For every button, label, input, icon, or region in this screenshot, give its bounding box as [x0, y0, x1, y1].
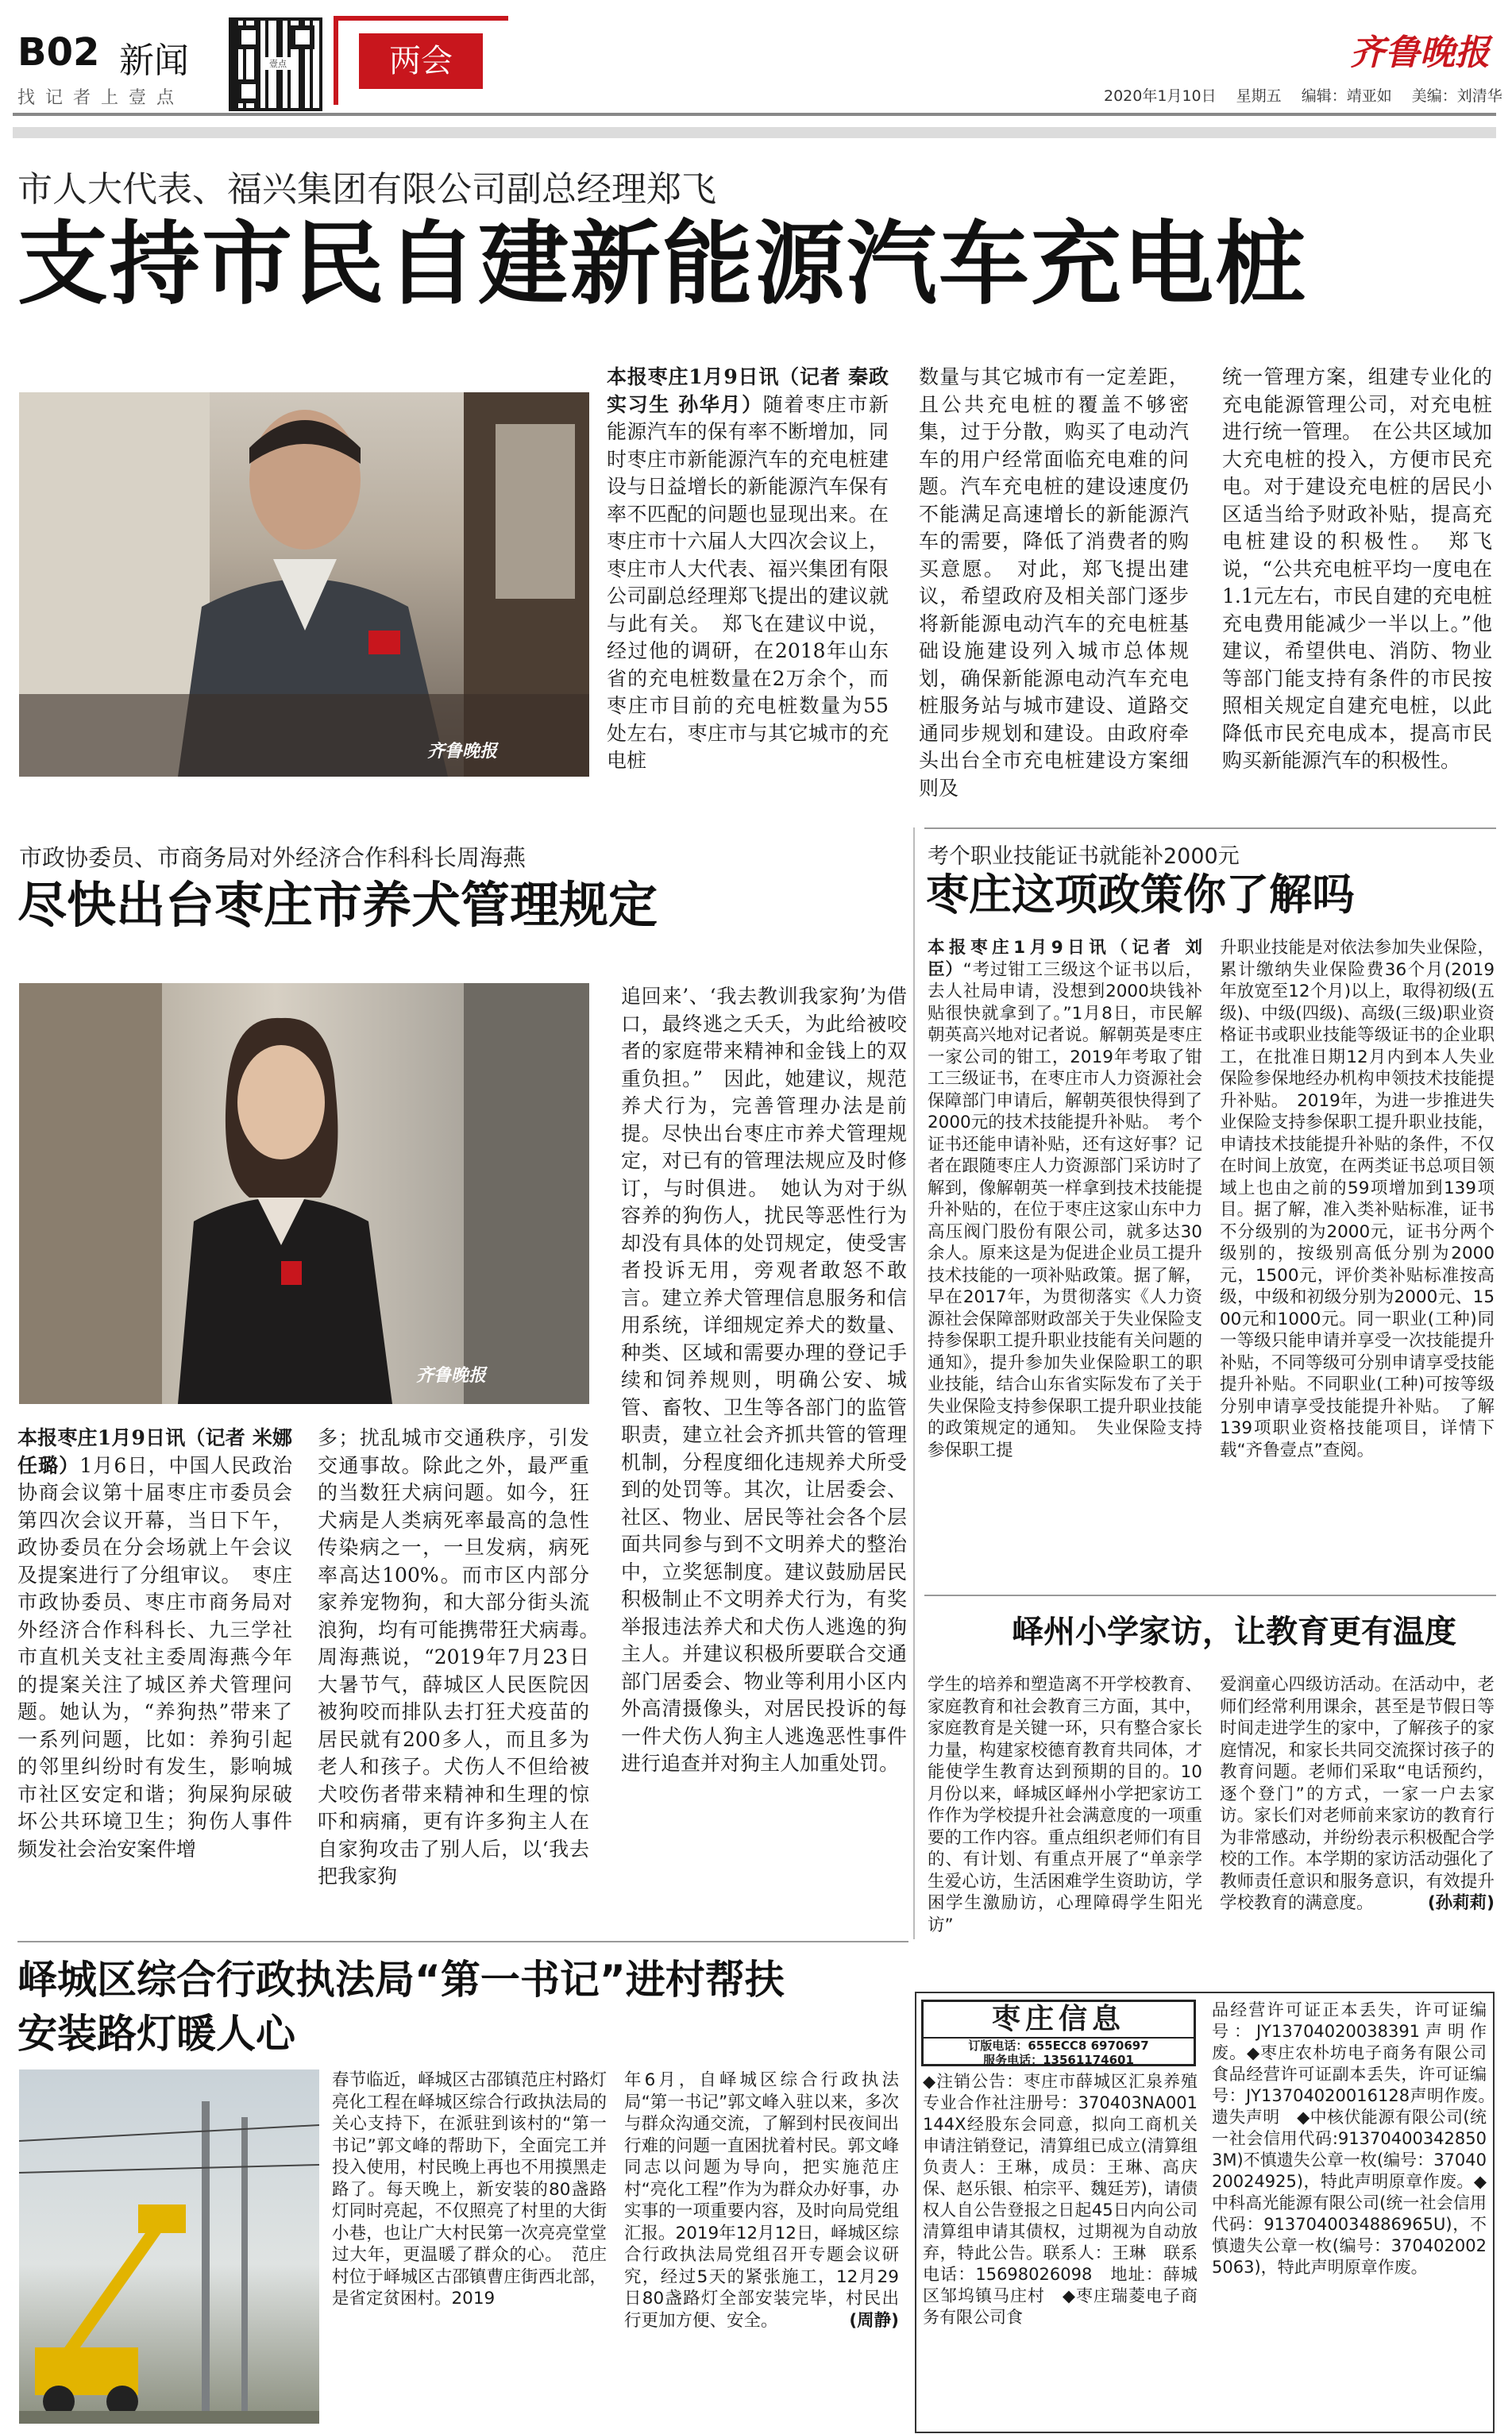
article-body-col1: 春节临近，峄城区古邵镇范庄村路灯亮化工程在峄城区综合行政执法局的关心支持下，在派驻到该村的“第一书记”郭文峰的帮助下，全面完工并投入使用，村民晚上再也不用摸黑走路了。每天晚上，新安装的80盏路灯同时亮起，不仅照亮了村里的大街小巷，也让广大村民第一次亮亮堂堂过大年，更温暖了群众的心。 范庄村位于峄城区古邵镇曹庄街西北部，是省定贫困村。2019 — [332, 2070, 607, 2309]
photo-watermark: 齐鲁晚报 — [426, 742, 497, 762]
body-text: 随着枣庄市新能源汽车的保有率不断增加，同时枣庄市新能源汽车的充电桩建设与日益增长的新能源汽车保有率不匹配的问题也显现出来。在枣庄市十六届人大四次会议上，枣庄市人大代表、福兴集团有限公司副总经理郑飞提出的建议就与此有关。 郑飞在建议中说，经过他的调研，在2018年山东省的充电桩数量在2万余个，而枣庄市目前的充电桩数量为55处左右，枣庄市与其它城市的充电桩 — [607, 392, 889, 772]
masthead-rule — [13, 113, 1496, 116]
article-body-col2: 升职业技能是对依法参加失业保险，累计缴纳失业保险费36个月(2019年放宽至12个月)以上，取得初级(五级)、中级(四级)、高级(三级)职业资格证书或职业技能等级证书的企业职工，在批准日期12月内到本人失业保险参保地经办机构申领技术技能提升补贴。 2019年，为进一步推进失业保险支持参保职工提升职业技能，申请技术技能提升补贴的条件，不仅在时间上放宽，在两类证书总项目领域上也由之前的59项增加到139项目。据了解，准入类补贴标准，证书不分级别的为2000元，证书分两个级别的，按级别高低分别为2000元，1500元，评价类补贴标准按高级，中级和初级分别为2000元、1500元和1000元。同一职业(工种)同一等级只能申请并享受一次技能提升补贴，不同等级可分别申请享受技能提升补贴。不同职业(工种)可按等级分别申请享受技能提升补贴。 了解139项职业资格技能项目，详情下载“齐鲁壹点”查阅。 — [1220, 938, 1495, 1460]
article-body-col2 — [1220, 1674, 1495, 1984]
ads-title: 枣庄信息 — [924, 2002, 1194, 2039]
article-byline: (孙莉莉) — [1427, 1893, 1495, 1913]
body-text: 年6月，自峄城区综合行政执法局“第一书记”郭文峰入驻以来，多次与群众沟通交流，了解到村民夜间出行难的问题一直困扰着村民。郭文峰同志以问题为导向，把实施范庄村“亮化工程”作为为群众办好事，办实事的一项重要内容，及时向局党组汇报。2019年12月12日，峄城区综合行政执法局党组召开专题会议研究，经过5天的紧张施工，12月29日80盏路灯全部安装完毕，村民出行更加方便、安全。 — [624, 2070, 899, 2331]
article-body-col2: 多；扰乱城市交通秩序，引发交通事故。除此之外，最严重的当数狂犬病问题。如今，狂犬病是人类病死率最高的急性传染病之一，一旦发病，病死率高达100%。而市区内部分家养宠物狗，和大部分街头流浪狗，均有可能携带狂犬病毒。 周海燕说，“2019年7月23日大暑节气，薛城区人民医院因被狗咬而排队去打狂犬疫苗的居民就有200多人，而且多为老人和孩子。犬伤人不但给被犬咬伤者带来精神和生理的惊吓和病痛，更有许多狗主人在自家狗攻击了别人后，以‘我去把我家狗 — [318, 1426, 610, 1888]
article-headline: 尽快出台枣庄市养犬管理规定 — [17, 876, 658, 934]
article-divider — [17, 1941, 908, 1942]
article-lead: 本报枣庄1月9日讯（记者 米娜 任璐） — [17, 1426, 292, 1477]
section-name: 新闻 — [119, 41, 189, 81]
issue-info — [1104, 84, 1502, 106]
article-body-col3: 统一管理方案，组建专业化的充电能源管理公司，对充电桩进行统一管理。 在公共区域加大充电桩的投入，方便市民充电。对于建设充电桩的居民小区适当给予财政补贴，提高充电桩建设的积极性。 郑飞说，“公共充电桩平均一度电在1.1元左右，市民自建的充电桩充电费用能减少一半以上。”他建议，希望供电、消防、物业等部门能支持有条件的市民按照相关规定自建充电桩，以此降低市民充电成本，提高市民购买新能源汽车的积极性。 — [1222, 365, 1492, 772]
article-byline: (周静) — [849, 2310, 899, 2331]
masthead-rule-thin — [13, 127, 1496, 138]
article-headline: 峄州小学家访，让教育更有温度 — [1012, 1614, 1456, 1650]
article-headline: 支持市民自建新能源汽车充电桩 — [17, 211, 1308, 317]
street-light-illustration — [19, 2069, 319, 2424]
masthead — [0, 0, 1512, 127]
body-text: “考过钳工三级这个证书以后，去人社局申请，没想到2000块钱补贴很快就拿到了。”1月8日，市民解朝英高兴地对记者说。解朝英是枣庄一家公司的钳工，2019年考取了钳工三级证书，在枣庄市人力资源社会保障部门申请后，解朝英很快得到了2000元的技术技能提升补贴。 考个证书还能申请补贴，还有这好事？记者在跟随枣庄人力资源部门采访时了解到，像解朝英一样拿到技术技能提升补贴的，在位于枣庄这家山东中力高压阀门股份有限公司，就多达30余人。原来这是为促进企业员工提升技术技能的一项补贴政策。据了解，早在2017年，为贯彻落实《人力资源社会保障部财政部关于失业保险支持参保职工提升职业技能有关问题的通知》，提升参加失业保险职工的职业技能，结合山东省实际发布了关于失业保险支持参保职工提升职业技能的政策规定的通知。 失业保险支持参保职工提 — [928, 959, 1202, 1460]
article-body-col1 — [928, 937, 1202, 1599]
ads-title-box — [921, 2000, 1196, 2066]
qr-caption: 壹点 — [262, 57, 294, 70]
qr-code-icon[interactable] — [229, 17, 322, 111]
article-divider — [924, 1595, 1496, 1596]
slogan: 找 记 者 上 壹 点 — [17, 88, 176, 108]
section-tag: 两会 — [359, 33, 483, 89]
portrait-illustration — [19, 392, 589, 777]
body-text: 1月6日，中国人民政治协商会议第十届枣庄市委员会第四次会议开幕，当日下午，政协委员在分会场就上午会议及提案进行了分组审议。 枣庄市政协委员、枣庄市商务局对外经济合作科科长、九三学社市直机关支社主委周海燕今年的提案关注了城区养犬管理问题。她认为，“养狗热”带来了一系列问题，比如：养狗引起的邻里纠纷时有发生，影响城市社区安定和谐；狗屎狗尿破坏公共环境卫生；狗伤人事件频发社会治安案件增 — [17, 1453, 292, 1861]
body-text: 爱润童心四级访活动。在活动中，老师们经常利用课余，甚至是节假日等时间走进学生的家中，了解孩子的家庭情况，和家长共同交流探讨孩子的教育问题。老师们采取“电话预约，逐个登门”的方式，一家一户去家访。家长们对老师前来家访的教育行为非常感动，并纷纷表示积极配合学校的工作。本学期的家访活动强化了教师责任意识和服务意识，有效提升学校教育的满意度。 — [1220, 1675, 1495, 1913]
article-skill-subsidy — [924, 827, 1512, 1590]
classified-ads — [915, 1992, 1512, 2433]
article-headline: 枣庄这项政策你了解吗 — [926, 870, 1355, 920]
article-body-col2 — [624, 2069, 899, 2419]
editor: 编辑：靖亚如 — [1301, 87, 1392, 105]
article-kicker: 考个职业技能证书就能补2000元 — [928, 844, 1240, 869]
photo-zhou-haiyan — [19, 983, 589, 1404]
photo-zheng-fei — [19, 392, 589, 777]
issue-date: 2020年1月10日 — [1104, 87, 1217, 105]
article-headline-line1: 峄城区综合行政执法局“第一书记”进村帮扶 — [17, 1957, 785, 2003]
article-kicker: 市政协委员、市商务局对外经济合作科科长周海燕 — [19, 844, 526, 871]
article-lead: 本报枣庄1月9日讯（记者 刘臣） — [928, 938, 1202, 980]
article-body-col1 — [17, 1425, 292, 1941]
article-divider — [924, 827, 1496, 829]
article-body-col1: 学生的培养和塑造离不开学校教育、家庭教育和社会教育三方面，其中，家庭教育是关键一环，只有整合家长力量，构建家校德育教育共同体，才能使学生教育达到预期的目的。10月份以来，峄城区峄州小学把家访工作作为学校提升社会满意度的一项重要的工作内容。重点组织老师们有目的、有计划、有重点开展了“单亲学生爱心访，生活困难学生资助访，学困学生激励访，心理障碍学生阳光访” — [928, 1675, 1202, 1935]
ads-tel2: 服务电话：13561174601 — [983, 2053, 1134, 2067]
article-body-col2: 数量与其它城市有一定差距，且公共充电桩的覆盖不够密集，过于分散，购买了电动汽车的用户经常面临充电难的问题。汽车充电桩的建设速度仍不能满足高速增长的新能源汽车的需要，降低了消费者的购买意愿。 对此，郑飞提出建议，希望政府及相关部门逐步将新能源电动汽车的充电桩基础设施建设列入城市总体规划，确保新能源电动汽车充电桩服务站与城市建设、道路交通同步规划和建设。由政府牵头出台全市充电桩建设方案细则及 — [919, 365, 1189, 800]
issue-weekday: 星期五 — [1236, 87, 1282, 105]
ads-col1: ◆注销公告：枣庄市薛城区汇泉养殖专业合作社注册号：370403NA001144X经股东会同意，拟向工商机关申请注销登记，清算组已成立(清算组负责人：王琳，成员：王琳、高庆保、赵乐银、柏宗平、魏廷芳)，请债权人自公告登报之日起45日内向公司清算组申请其债权，过期视为自动放弃，特此公告。联系人：王琳 联系电话：15698026098 地址：薛城区邹坞镇马庄村 ◆枣庄瑞菱电子商务有限公司食 — [923, 2072, 1198, 2327]
designer: 美编：刘清华 — [1411, 87, 1502, 105]
photo-street-light-work — [19, 2069, 319, 2424]
article-street-lights — [0, 1941, 913, 2433]
article-body-col3: 追回来’、‘我去教训我家狗’为借口，最终逃之夭夭，为此给被咬者的家庭带来精神和金钱上的双重负担。” 因此，她建议，规范养犬行为，完善管理办法是前提。尽快出台枣庄市养犬管理规定，对已有的管理法规应及时修订，与时俱进。 她认为对于纵容养的狗伤人，扰民等恶性行为却没有具体的处罚规定，使受害者投诉无用，旁观者敢怒不敢言。建立养犬管理信息服务和信用系统，详细规定养犬的数量、种类、区域和需要办理的登记手续和饲养规则，明确公安、城管、畜牧、卫生等各部门的监管职责，建立社会齐抓共管的管理机制，分程度细化违规养犬所受到的处罚等。其次，让居委会、社区、物业、居民等社会各个层面共同参与到不文明养犬的整治中，立奖惩制度。建议鼓励居民积极制止不文明养犬行为，有奖举报违法养犬和犬伤人逃逸的狗主人。并建议积极所要联合交通部门居委会、物业等利用小区内外高清摄像头，对居民投诉的每一件犬伤人狗主人逃逸恶性事件进行追查并对狗主人加重处罚。 — [621, 985, 907, 1775]
article-headline-line2: 安装路灯暖人心 — [17, 2011, 295, 2057]
column-rule — [913, 827, 915, 1939]
article-kicker: 市人大代表、福兴集团有限公司副总经理郑飞 — [17, 169, 716, 210]
photo-watermark: 齐鲁晚报 — [415, 1366, 486, 1386]
ads-tel1: 订版电话：655ECC8 6970697 — [968, 2039, 1149, 2053]
article-home-visit — [924, 1595, 1512, 1992]
page-number: B02 — [17, 30, 100, 75]
newspaper-logo: 齐鲁晚报 — [1350, 33, 1490, 73]
article-lead: 本报枣庄1月9日讯（记者 秦政 实习生 孙华月） — [607, 365, 889, 416]
article-charging-piles — [0, 143, 1512, 826]
ads-col2: 品经营许可证正本丢失，许可证编号：JY13704020038391声明作废。◆枣庄农朴坊电子商务有限公司食品经营许可证副本丢失，许可证编号：JY13704020016128声明作废。 遗失声明 ◆中核伏能源有限公司(统一社会信用代码:913704003428503M)不慎遗失公章一枚(编号：3704020024925)，特此声明原章作废。◆中科高光能源有限公司(统一社会信用代码：913704003488696​5U)，不慎遗失公章一枚(编号：370402002506​3)，特此声明原章作废。 — [1212, 2000, 1503, 2277]
portrait-illustration — [19, 983, 589, 1404]
article-dog-regulation — [0, 827, 921, 1939]
